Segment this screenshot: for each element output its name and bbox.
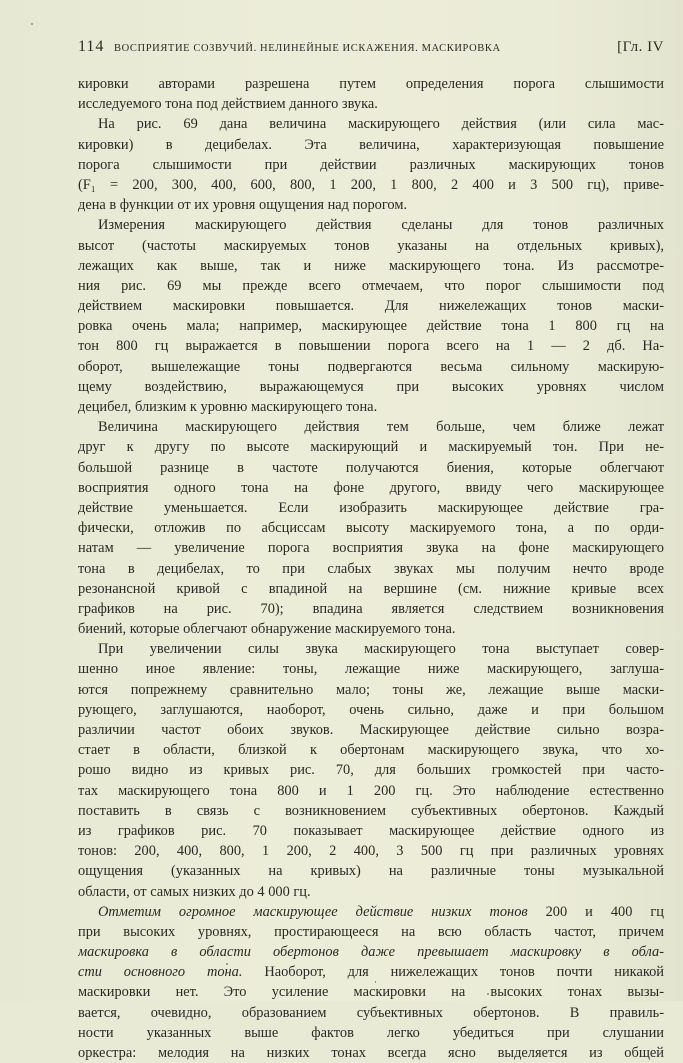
text-line: области, от самых низких до 4 000 гц. [78, 883, 311, 900]
text-line [78, 962, 664, 982]
text-line [78, 982, 664, 1002]
text-line: лежащих как выше, так и ниже маскирующего тона. Из рассмотре- [78, 257, 664, 274]
paragraph [78, 74, 664, 114]
text-line: тон 800 гц выражается в повышении порога всего на 1 — 2 дб. На- [78, 338, 664, 355]
text-run: ности указанных выше фактов легко убедиться при слушании [78, 1024, 664, 1041]
text-line: При увеличении силы звука маскирующего тона выступает совер- [98, 641, 664, 658]
chapter-marker: [Гл. IV [617, 39, 664, 55]
paragraph [78, 215, 664, 417]
text-line: натам — увеличение порога восприятия звука на фоне маскирующего [78, 540, 664, 557]
text-line: На рис. 69 дана величина маскирующего действия (или сила мас- [98, 116, 664, 133]
text-line: друг к другу по высоте маскирующий и маскируемый тон. При не- [78, 439, 664, 456]
text-run: вается, очевидно, образованием субъективных обертонов. В правиль- [78, 1004, 664, 1021]
text-line: стает в области, близкой к обертонам маскирующего звука, что хо- [78, 742, 664, 759]
text-line: ровка очень мала; например, маскирующее действие тона 1 800 гц на [78, 318, 664, 335]
text-line: тах маскирующего тона 800 и 1 200 гц. Это наблюдение естественно [78, 782, 664, 799]
text-line: действие уменьшается. Если изобразить маскирующее действие гра- [78, 499, 664, 516]
text-line: действием маскировки повышается. Для нижележащих тонов маски- [78, 298, 664, 315]
text-line: Измерения маскирующего действия сделаны для тонов различных [98, 217, 664, 234]
text-line [78, 1023, 664, 1043]
text-line: графиков на рис. 70); впадина является следствием возникновения [78, 600, 664, 617]
paragraph [78, 639, 664, 901]
running-head [78, 38, 664, 58]
text-run: 200 и 400 гц [527, 903, 664, 920]
paragraph [78, 114, 664, 215]
page-number: 114 [78, 38, 105, 55]
text-line: ния рис. 69 мы прежде всего отмечаем, что порог слышимости под [78, 277, 664, 294]
italic-emphasis: маскировка в области обертонов даже превышает маскировку в обла- [78, 944, 664, 961]
text-line: рующего, заглушаются, наоборот, очень сильно, даже и при большом [78, 701, 664, 718]
text-line: рошо видно из кривых рис. 70, для больших громкостей при часто- [78, 762, 664, 779]
text-line: ются попрежнему сравнительно мало; тоны же, лежащие выше маски- [78, 681, 664, 698]
body-text [78, 74, 664, 1063]
text-line [78, 922, 664, 942]
text-line: биений, которые облегчают обнаружение маскируемого тона. [78, 621, 456, 638]
italic-emphasis: Отметим огромное маскирующее действие низких тонов [98, 903, 528, 920]
text-line [78, 1003, 664, 1023]
italic-emphasis: сти основного тона. [78, 964, 243, 981]
text-run: Наоборот, для нижележащих тонов почти никакой [242, 964, 664, 981]
text-line: различии частот обоих звуков. Маскирующее действие сильно возра- [78, 722, 664, 738]
text-line: щему воздействию, выражающемуся при высоких уровнях числом [78, 378, 664, 395]
running-head-title: ВОСПРИЯТИЕ СОЗВУЧИЙ. НЕЛИНЕЙНЫЕ ИСКАЖЕНИЯ. МАСКИРОВКА [114, 43, 501, 54]
text-line: дена в функции от их уровня ощущения над порогом. [78, 197, 408, 214]
text-run: маскировки нет. Это усиление маскировки на высоких тонах вызы- [78, 984, 664, 1001]
text-line: фически, отложив по абсциссам высоту маскируемого тона, а по орди- [78, 520, 664, 537]
text-line: высот (частоты маскируемых тонов указаны на отдельных кривых), [78, 237, 664, 254]
text-line: резонансной кривой с впадиной на вершине (см. нижние кривые всех [78, 580, 664, 597]
text-line [78, 902, 664, 922]
scan-speck [31, 23, 33, 25]
text-line: исследуемого тона под действием данного звука. [78, 96, 378, 113]
text-line: шенно иное явление: тоны, лежащие ниже маскирующего, заглуша- [78, 661, 664, 678]
text-line: децибел, близким к уровню маскирующего тона. [78, 399, 378, 415]
paragraph [78, 417, 664, 639]
text-line: тонов: 200, 400, 800, 1 200, 2 400, 3 500 гц при различных уровнях [78, 843, 664, 860]
text-line: восприятия одного тона на фоне другого, ввиду чего маскирующее [78, 479, 664, 496]
text-line: из графиков рис. 70 показывает маскирующее действие одного из [78, 822, 664, 839]
text-run: оркестра: мелодия на низких тонах всегда ясно выделяется из общей [78, 1045, 664, 1061]
text-line: ощущения (указанных на кривых) на различные тоны музыкальной [78, 863, 664, 880]
text-line [78, 1043, 664, 1063]
text-line: Величина маскирующего действия тем больше, чем ближе лежат [98, 419, 664, 436]
text-line: оборот, вышележащие тоны подвергаются весьма сильному маскирую- [78, 358, 664, 375]
text-line: кировки авторами разрешена путем определения порога слышимости [78, 76, 664, 92]
text-line: кировки) в децибелах. Эта величина, характеризующая повышение [78, 136, 664, 153]
paragraph [78, 902, 664, 1063]
text-line: большой разнице в частоте получаются биения, которые облегчают [78, 459, 664, 476]
text-line: порога слышимости при действии различных маскирующих тонов [78, 156, 664, 173]
text-line: (F₁ = 200, 300, 400, 600, 800, 1 200, 1 800, 2 400 и 3 500 гц), приве- [78, 176, 664, 193]
text-line [78, 942, 664, 962]
text-line: тона в децибелах, то при слабых звуках мы получим нечто вроде [78, 560, 664, 577]
text-run: при высоких уровнях, простирающееся на всю область частот, причем [78, 923, 664, 940]
text-line: поставить в связь с возникновением субъективных обертонов. Каждый [78, 802, 664, 819]
